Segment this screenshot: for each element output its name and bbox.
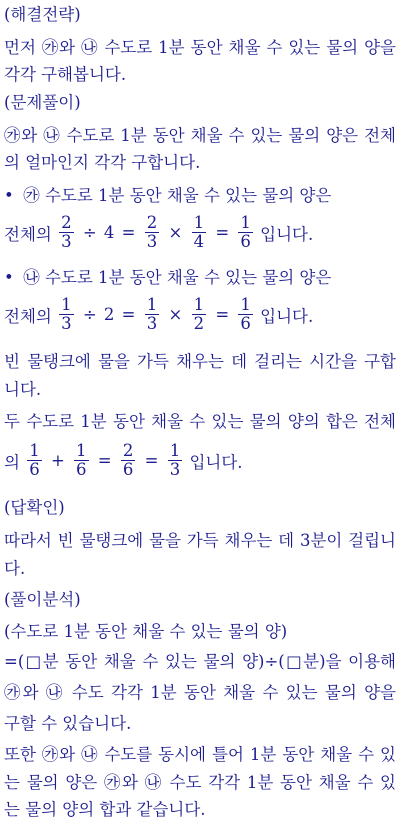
- fraction: $\frac{1}{3}$: [61, 295, 72, 333]
- equals-sign: =: [97, 451, 112, 470]
- bullet-text: ㉮ 수도로 1분 동안 채울 수 있는 물의 양은: [23, 186, 332, 205]
- fraction: $\frac{1}{3}$: [146, 295, 158, 333]
- paragraph-line: 다.: [4, 559, 26, 578]
- equation-suffix: 입니다.: [189, 452, 243, 472]
- equation-na: [4, 296, 396, 340]
- divide-sign: ÷: [82, 223, 97, 242]
- bullet-icon: •: [4, 268, 14, 287]
- bullet-text: ㉯ 수도로 1분 동안 채울 수 있는 물의 양은: [23, 268, 332, 287]
- paragraph-line: ㉮와 ㉯ 수도 각각 1분 동안 채울 수 있는 물의 양을: [4, 683, 396, 702]
- paragraph-line: 의 얼마인지 각각 구합니다.: [4, 153, 201, 172]
- section-heading-answer-check: (답확인): [4, 498, 65, 517]
- fraction: $\frac{2}{6}$: [122, 441, 134, 479]
- fraction-result: $\frac{1}{6}$: [240, 295, 251, 333]
- fraction: $\frac{2}{3}$: [146, 213, 158, 251]
- equation-suffix: 입니다.: [260, 224, 314, 244]
- equals-sign: =: [144, 451, 159, 470]
- divisor: 4: [103, 223, 115, 242]
- fraction: $\frac{1}{6}$: [76, 441, 87, 479]
- paragraph-line: 따라서 빈 물탱크에 물을 가득 채우는 데 3분이 걸립니: [4, 531, 396, 550]
- paragraph-line: 각각 구해봅니다.: [4, 65, 127, 84]
- times-sign: ×: [168, 305, 183, 324]
- times-sign: ×: [168, 223, 183, 242]
- equation-prefix: 전체의: [4, 224, 52, 244]
- section-heading-strategy: (해결전략): [4, 5, 81, 24]
- fraction: $\frac{1}{6}$: [29, 441, 40, 479]
- paragraph-line: 니다.: [4, 380, 42, 399]
- section-heading-analysis: (풀이분석): [4, 590, 81, 609]
- equals-sign: =: [121, 223, 136, 242]
- equation-suffix: 입니다.: [260, 306, 314, 326]
- paragraph-line: 또한 ㉮와 ㉯ 수도를 동시에 틀어 1분 동안 채울 수 있: [4, 745, 396, 764]
- equation-ga: [4, 214, 396, 258]
- fraction-result: $\frac{1}{6}$: [240, 213, 251, 251]
- equals-sign: =: [121, 305, 136, 324]
- bullet-icon: •: [4, 186, 14, 205]
- fraction: $\frac{2}{3}$: [61, 213, 72, 251]
- fraction: $\frac{1}{4}$: [193, 213, 205, 251]
- fraction-result: $\frac{1}{3}$: [169, 441, 181, 479]
- paragraph-line: =(□분 동안 채울 수 있는 물의 양)÷(□분)을 이용해: [4, 652, 396, 671]
- divisor: 2: [103, 305, 115, 324]
- section-heading-solution: (문제풀이): [4, 93, 81, 112]
- paragraph-line: 는 물의 양은 ㉮와 ㉯ 수도 각각 1분 동안 채울 수 있: [4, 773, 396, 792]
- fraction: $\frac{1}{2}$: [193, 295, 205, 333]
- bullet-line-ga: [4, 185, 396, 207]
- equation-prefix: 의: [4, 452, 20, 472]
- equals-sign: =: [215, 305, 230, 324]
- equation-sum: [4, 442, 396, 486]
- paragraph-line: 먼저 ㉮와 ㉯ 수도로 1분 동안 채울 수 있는 물의 양을: [4, 38, 396, 57]
- bullet-line-na: [4, 267, 396, 289]
- divide-sign: ÷: [82, 305, 97, 324]
- equation-prefix: 전체의: [4, 306, 52, 326]
- plus-sign: +: [50, 451, 65, 470]
- paragraph-line: (수도로 1분 동안 채울 수 있는 물의 양): [4, 622, 288, 641]
- paragraph-line: 두 수도로 1분 동안 채울 수 있는 물의 양의 합은 전체: [4, 412, 396, 431]
- paragraph-line: 는 물의 양의 합과 같습니다.: [4, 800, 206, 819]
- paragraph-line: 빈 물탱크에 물을 가득 채우는 데 걸리는 시간을 구합: [4, 352, 396, 371]
- paragraph-line: ㉮와 ㉯ 수도로 1분 동안 채울 수 있는 물의 양은 전체: [4, 126, 396, 145]
- paragraph-line: 구할 수 있습니다.: [4, 714, 132, 733]
- equals-sign: =: [215, 223, 230, 242]
